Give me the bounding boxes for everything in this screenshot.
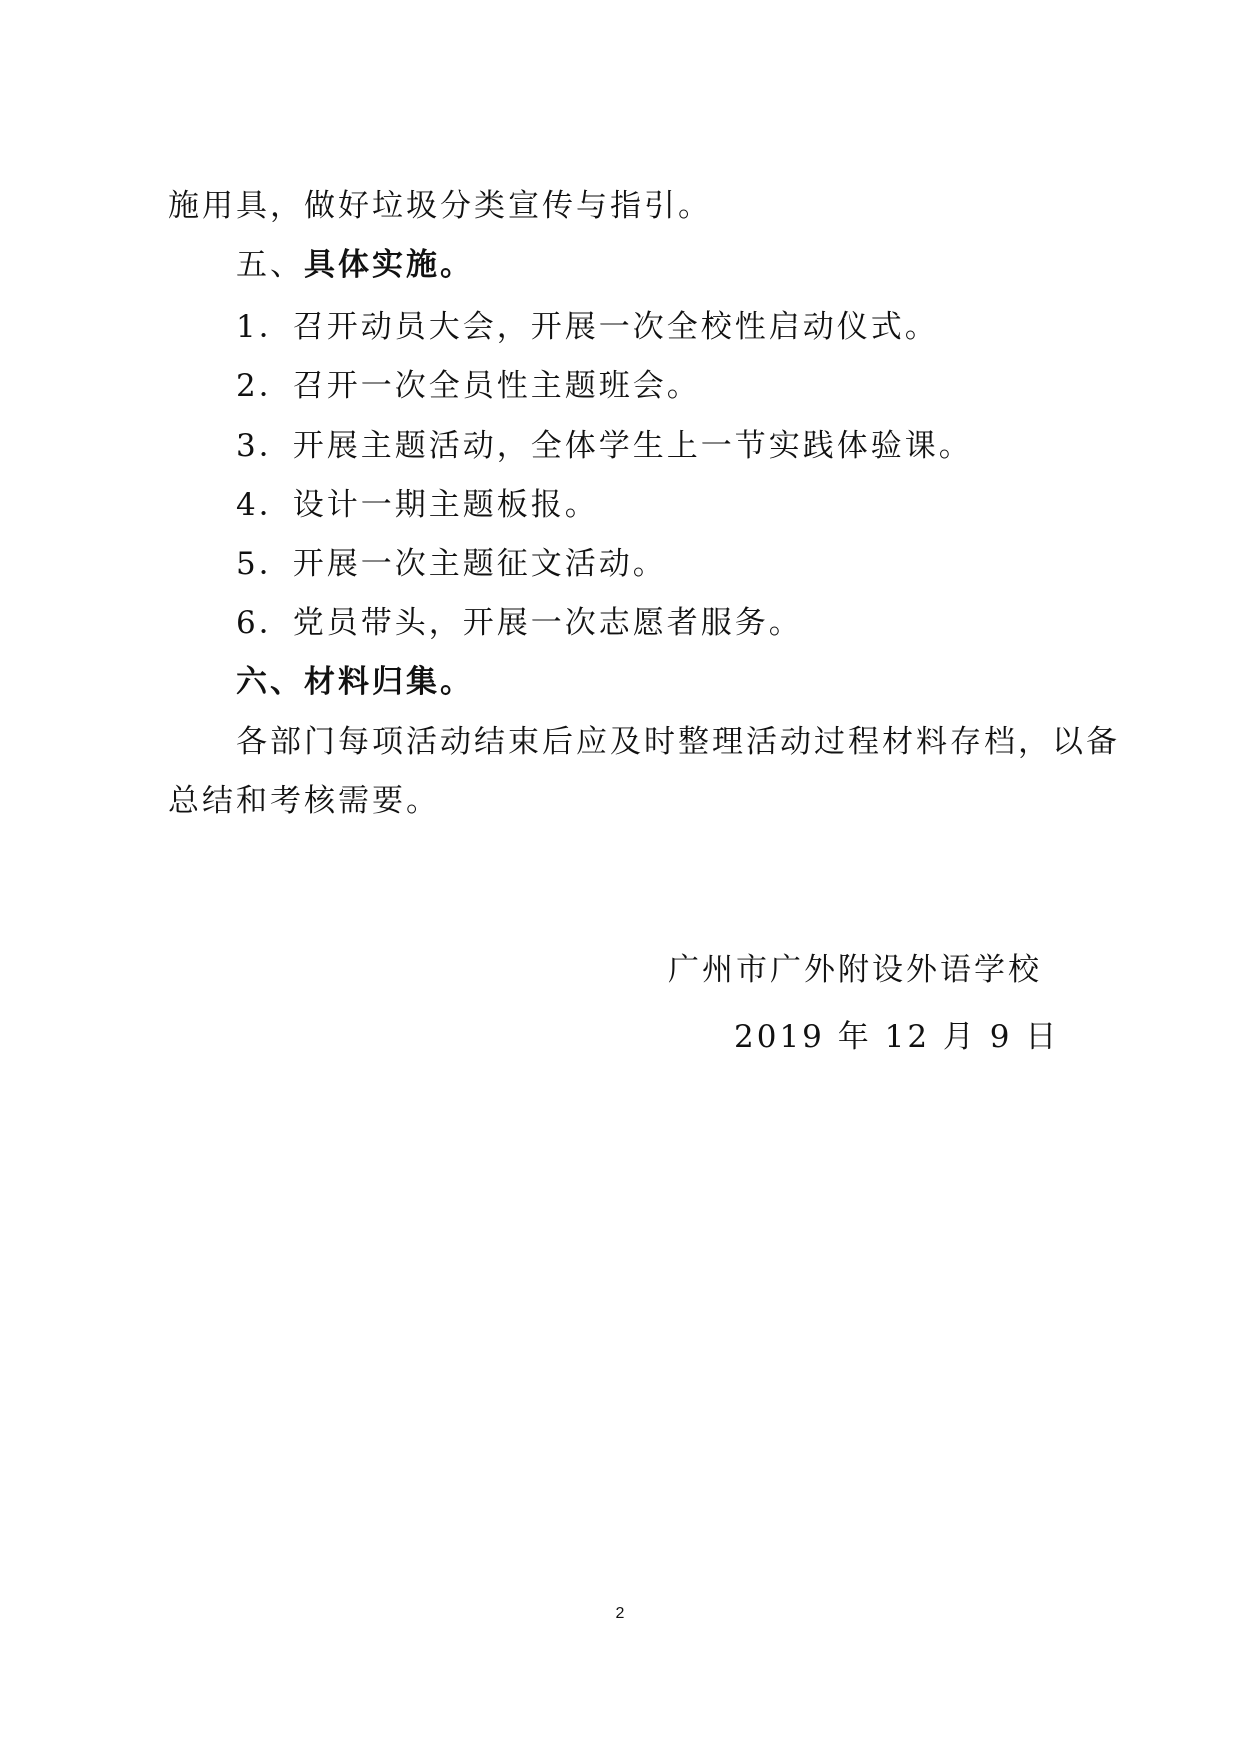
list-item: 6．党员带头，开展一次志愿者服务。 <box>236 605 803 641</box>
list-item: 2．召开一次全员性主题班会。 <box>236 368 701 404</box>
section-6-heading: 六、材料归集。 <box>236 664 474 700</box>
section-6-paragraph-line-2: 总结和考核需要。 <box>168 783 440 819</box>
list-item: 5．开展一次主题征文活动。 <box>236 546 667 582</box>
section-5-heading <box>236 245 474 285</box>
list-item: 4．设计一期主题板报。 <box>236 487 599 523</box>
continuation-line: 施用具，做好垃圾分类宣传与指引。 <box>168 188 712 224</box>
section-5-prefix: 五、 <box>236 247 304 283</box>
section-6-paragraph-line-1: 各部门每项活动结束后应及时整理活动过程材料存档，以备 <box>236 724 1120 760</box>
list-item: 1．召开动员大会，开展一次全校性启动仪式。 <box>236 309 939 345</box>
page-number: 2 <box>615 1605 625 1622</box>
signature-date: 2019 年 12 月 9 日 <box>734 1019 1060 1055</box>
signature-school: 广州市广外附设外语学校 <box>668 952 1042 988</box>
section-5-title: 具体实施。 <box>304 247 474 283</box>
list-item: 3．开展主题活动，全体学生上一节实践体验课。 <box>236 428 973 464</box>
